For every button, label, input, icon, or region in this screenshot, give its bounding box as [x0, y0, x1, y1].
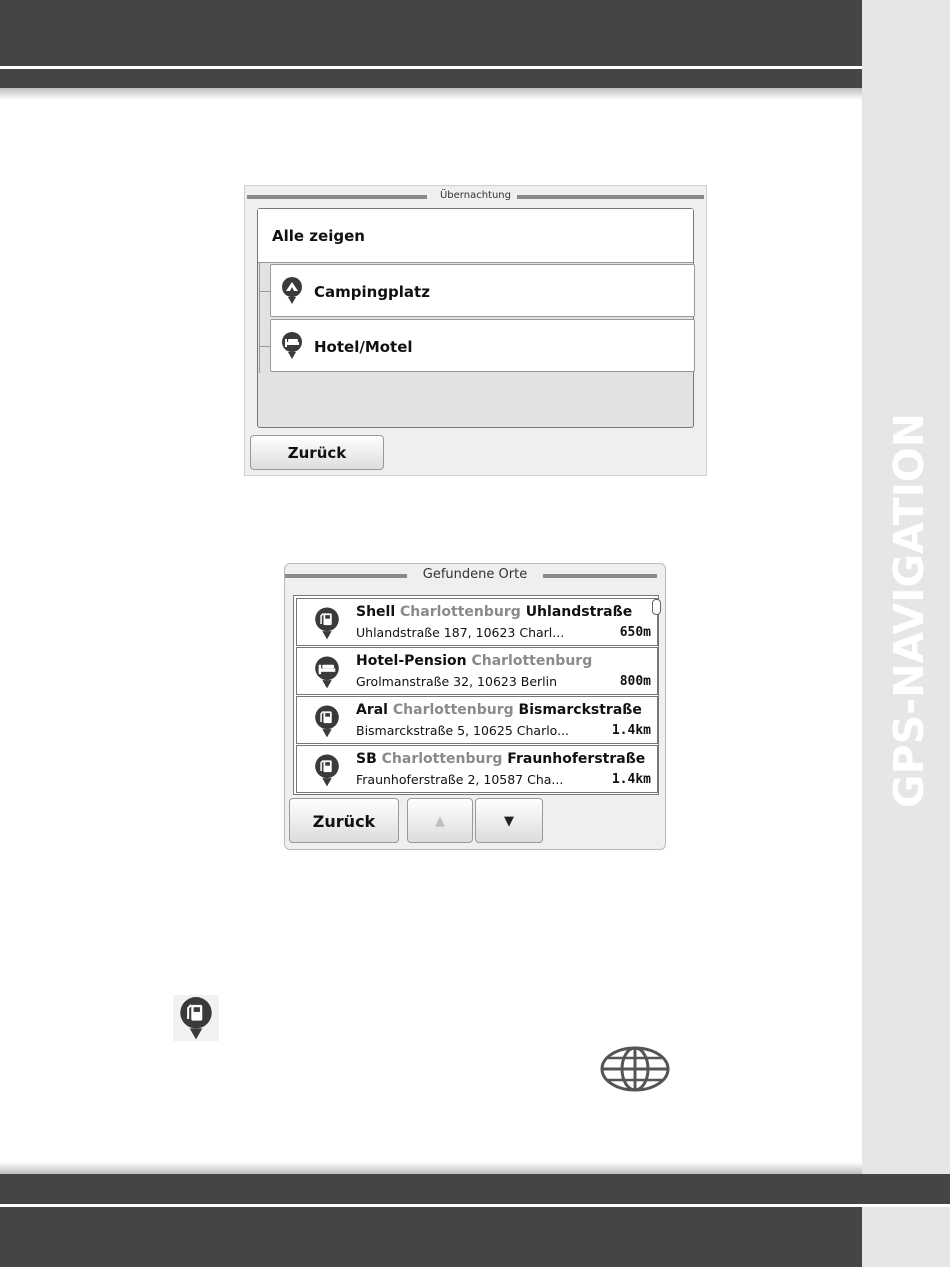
- result-name-part: Fraunhoferstraße: [507, 751, 646, 767]
- category-list: [257, 208, 694, 428]
- result-row[interactable]: [296, 696, 658, 744]
- side-title: GPS-NAVIGATION: [885, 412, 933, 808]
- result-row[interactable]: [296, 598, 658, 646]
- result-address: Uhlandstraße 187, 10623 Charl...: [356, 625, 565, 640]
- result-name-part: Aral: [356, 702, 388, 718]
- fuel-icon-sample: [173, 995, 219, 1041]
- result-address: Bismarckstraße 5, 10625 Charlo...: [356, 723, 570, 738]
- result-name-part: Bismarckstraße: [518, 702, 642, 718]
- result-distance: 1.4km: [611, 723, 651, 738]
- scroll-indicator[interactable]: [652, 599, 661, 615]
- category-screen: [244, 185, 707, 476]
- results-screen: [284, 563, 666, 850]
- result-row[interactable]: [296, 647, 658, 695]
- results-title: Gefundene Orte: [417, 567, 533, 582]
- category-title-bar: [245, 192, 706, 202]
- result-name-highlight: Charlottenburg: [471, 653, 593, 669]
- result-name-highlight: Charlottenburg: [381, 751, 503, 767]
- result-row[interactable]: [296, 745, 658, 793]
- footer-shadow: [0, 1162, 862, 1174]
- result-address: Fraunhoferstraße 2, 10587 Cha...: [356, 772, 564, 787]
- result-name-part: Shell: [356, 604, 396, 620]
- result-address: Grolmanstraße 32, 10623 Berlin: [356, 674, 558, 689]
- result-name-highlight: Charlottenburg: [392, 702, 514, 718]
- category-title: Übernachtung: [436, 190, 515, 201]
- list-item-campingplatz[interactable]: [270, 264, 695, 317]
- bed-icon: [314, 656, 340, 690]
- back-button[interactable]: Zurück: [250, 435, 384, 470]
- show-all-label: Alle zeigen: [272, 227, 365, 245]
- fuel-icon: [314, 754, 340, 788]
- results-list: [293, 595, 659, 795]
- header-band: [0, 0, 862, 66]
- header-stripe: [0, 69, 950, 88]
- fuel-icon: [178, 997, 214, 1041]
- globe-icon: [600, 1046, 670, 1092]
- result-name-highlight: Charlottenburg: [400, 604, 521, 620]
- result-distance: 1.4km: [611, 772, 651, 787]
- header-shadow: [0, 88, 862, 100]
- item-label: Hotel/Motel: [314, 338, 413, 356]
- results-title-bar: [285, 568, 665, 582]
- result-name-part: Hotel-Pension: [356, 653, 467, 669]
- result-name-part: SB: [356, 751, 377, 767]
- result-name-part: Uhlandstraße: [525, 604, 633, 620]
- bed-icon: [281, 332, 303, 360]
- list-item-show-all[interactable]: [258, 209, 693, 263]
- fuel-icon: [314, 607, 340, 641]
- scroll-up-button[interactable]: ▲: [407, 798, 473, 843]
- result-distance: 800m: [619, 674, 651, 689]
- scroll-down-button[interactable]: ▼: [475, 798, 543, 843]
- footer-stripe: [0, 1174, 950, 1204]
- list-item-hotel-motel[interactable]: [270, 319, 695, 372]
- tent-icon: [281, 277, 303, 305]
- result-distance: 650m: [619, 625, 651, 640]
- item-label: Campingplatz: [314, 283, 430, 301]
- footer-band: [0, 1207, 862, 1267]
- fuel-icon: [314, 705, 340, 739]
- back-button[interactable]: Zurück: [289, 798, 399, 843]
